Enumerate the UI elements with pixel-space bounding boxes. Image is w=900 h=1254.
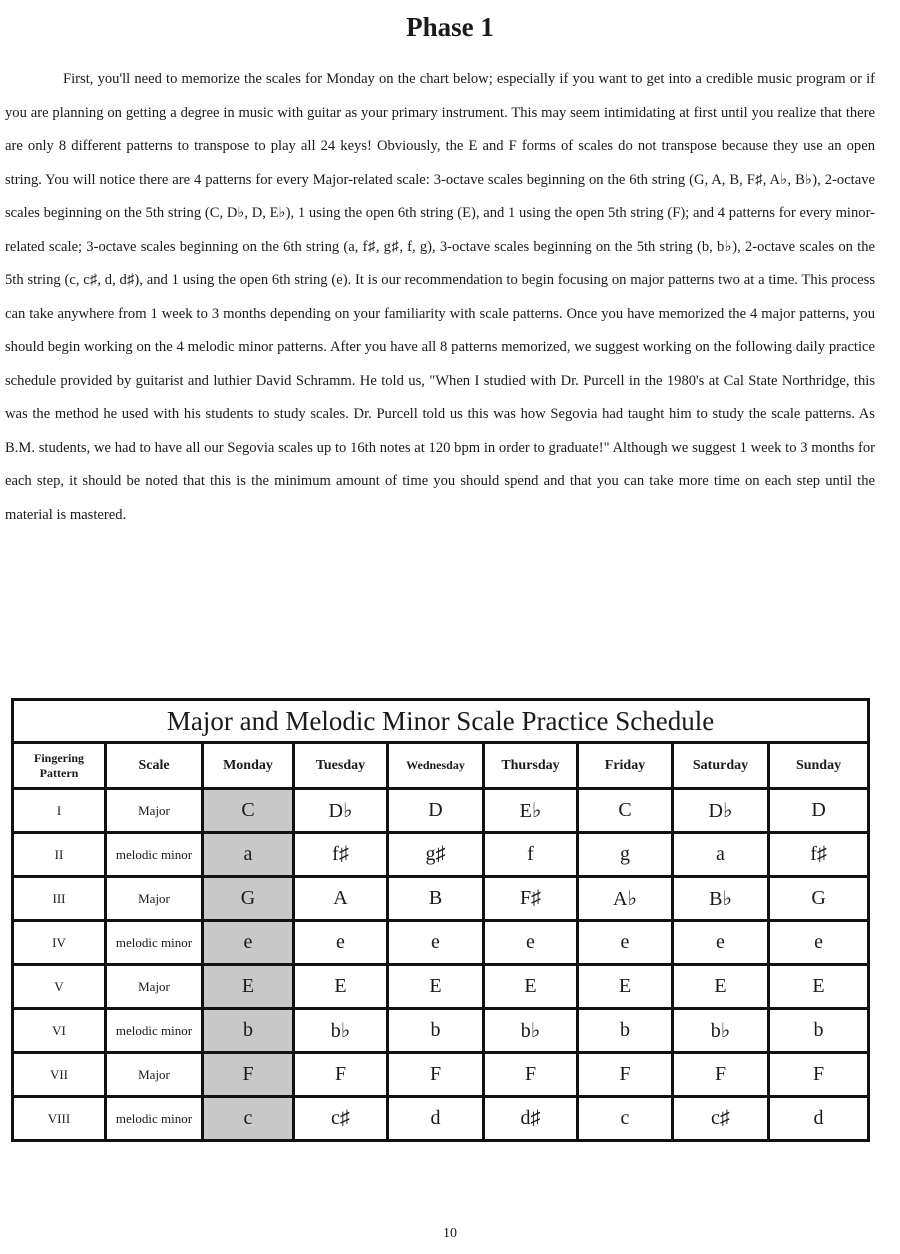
- day-key-cell: F: [294, 1053, 388, 1097]
- page-number: 10: [443, 1226, 457, 1241]
- day-key-cell: c♯: [673, 1097, 769, 1141]
- day-key-cell: C: [578, 789, 673, 833]
- day-key-cell: F: [203, 1053, 294, 1097]
- page-title: Phase 1: [406, 12, 494, 42]
- day-key-cell: e: [484, 921, 578, 965]
- day-key-cell: A: [294, 877, 388, 921]
- day-key-cell: c: [578, 1097, 673, 1141]
- table-row: [13, 1097, 869, 1141]
- day-key-cell: G: [203, 877, 294, 921]
- day-key-cell: f♯: [769, 833, 869, 877]
- day-key-cell: c♯: [294, 1097, 388, 1141]
- day-key-cell: F: [388, 1053, 484, 1097]
- table-row: [13, 877, 869, 921]
- day-key-cell: D♭: [673, 789, 769, 833]
- fingering-pattern-cell: IV: [13, 921, 106, 965]
- table-row: [13, 1053, 869, 1097]
- day-key-cell: e: [203, 921, 294, 965]
- table-header-row: [13, 743, 869, 789]
- fingering-pattern-cell: V: [13, 965, 106, 1009]
- day-key-cell: b: [769, 1009, 869, 1053]
- day-key-cell: e: [294, 921, 388, 965]
- day-key-cell: E: [294, 965, 388, 1009]
- column-header: Scale: [106, 743, 203, 789]
- day-key-cell: F: [769, 1053, 869, 1097]
- day-key-cell: a: [673, 833, 769, 877]
- scale-type-cell: Major: [106, 965, 203, 1009]
- scale-type-cell: Major: [106, 877, 203, 921]
- day-key-cell: F: [673, 1053, 769, 1097]
- scale-type-cell: melodic minor: [106, 1009, 203, 1053]
- day-key-cell: e: [388, 921, 484, 965]
- scale-type-cell: melodic minor: [106, 1097, 203, 1141]
- intro-paragraph: First, you'll need to memorize the scales for Monday on the chart below; especially if you want to get into a credible music program or if you are planning on getting a degree in music with guitar as your primary instrument. This may seem intimidating at first until you realize that there are only 8 different patterns to transpose to play all 24 keys! Obviously, the E and F forms of scales do not transpose because they use an open string. You will notice there are 4 patterns for every Major-related scale: 3-octave scales beginning on the 6th string (G, A, B, F♯, A♭, B♭), 2-octave scales beginning on the 5th string (C, D♭, D, E♭), 1 using the open 6th string (E), and 1 using the open 5th string (F); and 4 patterns for every minor-related scale; 3-octave scales beginning on the 6th string (a, f♯, g♯, f, g), 3-octave scales beginning on the 5th string (b, b♭), 2-octave scales on the 5th string (c, c♯, d, d♯), and 1 using the open 6th string (e). It is our recommendation to begin focusing on major patterns two at a time. This process can take anywhere from 1 week to 3 months depending on your familiarity with scale patterns. Once you have memorized the 4 major patterns, you should begin working on the 4 melodic minor patterns. After you have all 8 patterns memorized, we suggest working on the following daily practice schedule provided by guitarist and luthier David Schramm. He told us, "When I studied with Dr. Purcell in the 1980's at Cal State Northridge, this was the method he used with his students to study scales. Dr. Purcell told us this was how Segovia had taught him to study the scale patterns. As B.M. students, we had to have all our Segovia scales up to 16th notes at 120 bpm in order to graduate!" Although we suggest 1 week to 3 months for each step, it should be noted that this is the minimum amount of time you should spend and that you can take more time on each step until the material is mastered.: [5, 71, 875, 523]
- day-key-cell: d: [769, 1097, 869, 1141]
- day-key-cell: C: [203, 789, 294, 833]
- fingering-pattern-cell: VII: [13, 1053, 106, 1097]
- practice-schedule-table: [11, 698, 870, 1142]
- day-key-cell: d: [388, 1097, 484, 1141]
- fingering-pattern-cell: III: [13, 877, 106, 921]
- day-key-cell: B♭: [673, 877, 769, 921]
- day-key-cell: b: [203, 1009, 294, 1053]
- column-header: Saturday: [673, 743, 769, 789]
- table-row: [13, 965, 869, 1009]
- day-key-cell: G: [769, 877, 869, 921]
- day-key-cell: D♭: [294, 789, 388, 833]
- day-key-cell: A♭: [578, 877, 673, 921]
- fingering-pattern-cell: I: [13, 789, 106, 833]
- fingering-pattern-cell: II: [13, 833, 106, 877]
- day-key-cell: D: [388, 789, 484, 833]
- column-header: Monday: [203, 743, 294, 789]
- fingering-pattern-cell: VIII: [13, 1097, 106, 1141]
- day-key-cell: F: [578, 1053, 673, 1097]
- scale-type-cell: melodic minor: [106, 833, 203, 877]
- day-key-cell: a: [203, 833, 294, 877]
- table-row: [13, 1009, 869, 1053]
- scale-type-cell: Major: [106, 1053, 203, 1097]
- scale-type-cell: melodic minor: [106, 921, 203, 965]
- day-key-cell: E: [578, 965, 673, 1009]
- table-body: [13, 789, 869, 1141]
- day-key-cell: E: [769, 965, 869, 1009]
- day-key-cell: D: [769, 789, 869, 833]
- day-key-cell: e: [673, 921, 769, 965]
- day-key-cell: E♭: [484, 789, 578, 833]
- table-row: [13, 921, 869, 965]
- day-key-cell: F: [484, 1053, 578, 1097]
- day-key-cell: E: [484, 965, 578, 1009]
- day-key-cell: b: [388, 1009, 484, 1053]
- column-header: Thursday: [484, 743, 578, 789]
- day-key-cell: b♭: [294, 1009, 388, 1053]
- table-row: [13, 789, 869, 833]
- day-key-cell: d♯: [484, 1097, 578, 1141]
- day-key-cell: g♯: [388, 833, 484, 877]
- day-key-cell: E: [673, 965, 769, 1009]
- day-key-cell: b♭: [484, 1009, 578, 1053]
- column-header: Sunday: [769, 743, 869, 789]
- fingering-pattern-cell: VI: [13, 1009, 106, 1053]
- column-header: Friday: [578, 743, 673, 789]
- day-key-cell: b♭: [673, 1009, 769, 1053]
- day-key-cell: B: [388, 877, 484, 921]
- day-key-cell: e: [578, 921, 673, 965]
- day-key-cell: e: [769, 921, 869, 965]
- column-header: Tuesday: [294, 743, 388, 789]
- column-header: Wednesday: [388, 743, 484, 789]
- day-key-cell: f: [484, 833, 578, 877]
- day-key-cell: c: [203, 1097, 294, 1141]
- day-key-cell: f♯: [294, 833, 388, 877]
- day-key-cell: g: [578, 833, 673, 877]
- column-header: Fingering Pattern: [13, 743, 106, 789]
- day-key-cell: F♯: [484, 877, 578, 921]
- scale-type-cell: Major: [106, 789, 203, 833]
- day-key-cell: b: [578, 1009, 673, 1053]
- day-key-cell: E: [203, 965, 294, 1009]
- table-title: Major and Melodic Minor Scale Practice Schedule: [13, 700, 869, 743]
- table-row: [13, 833, 869, 877]
- day-key-cell: E: [388, 965, 484, 1009]
